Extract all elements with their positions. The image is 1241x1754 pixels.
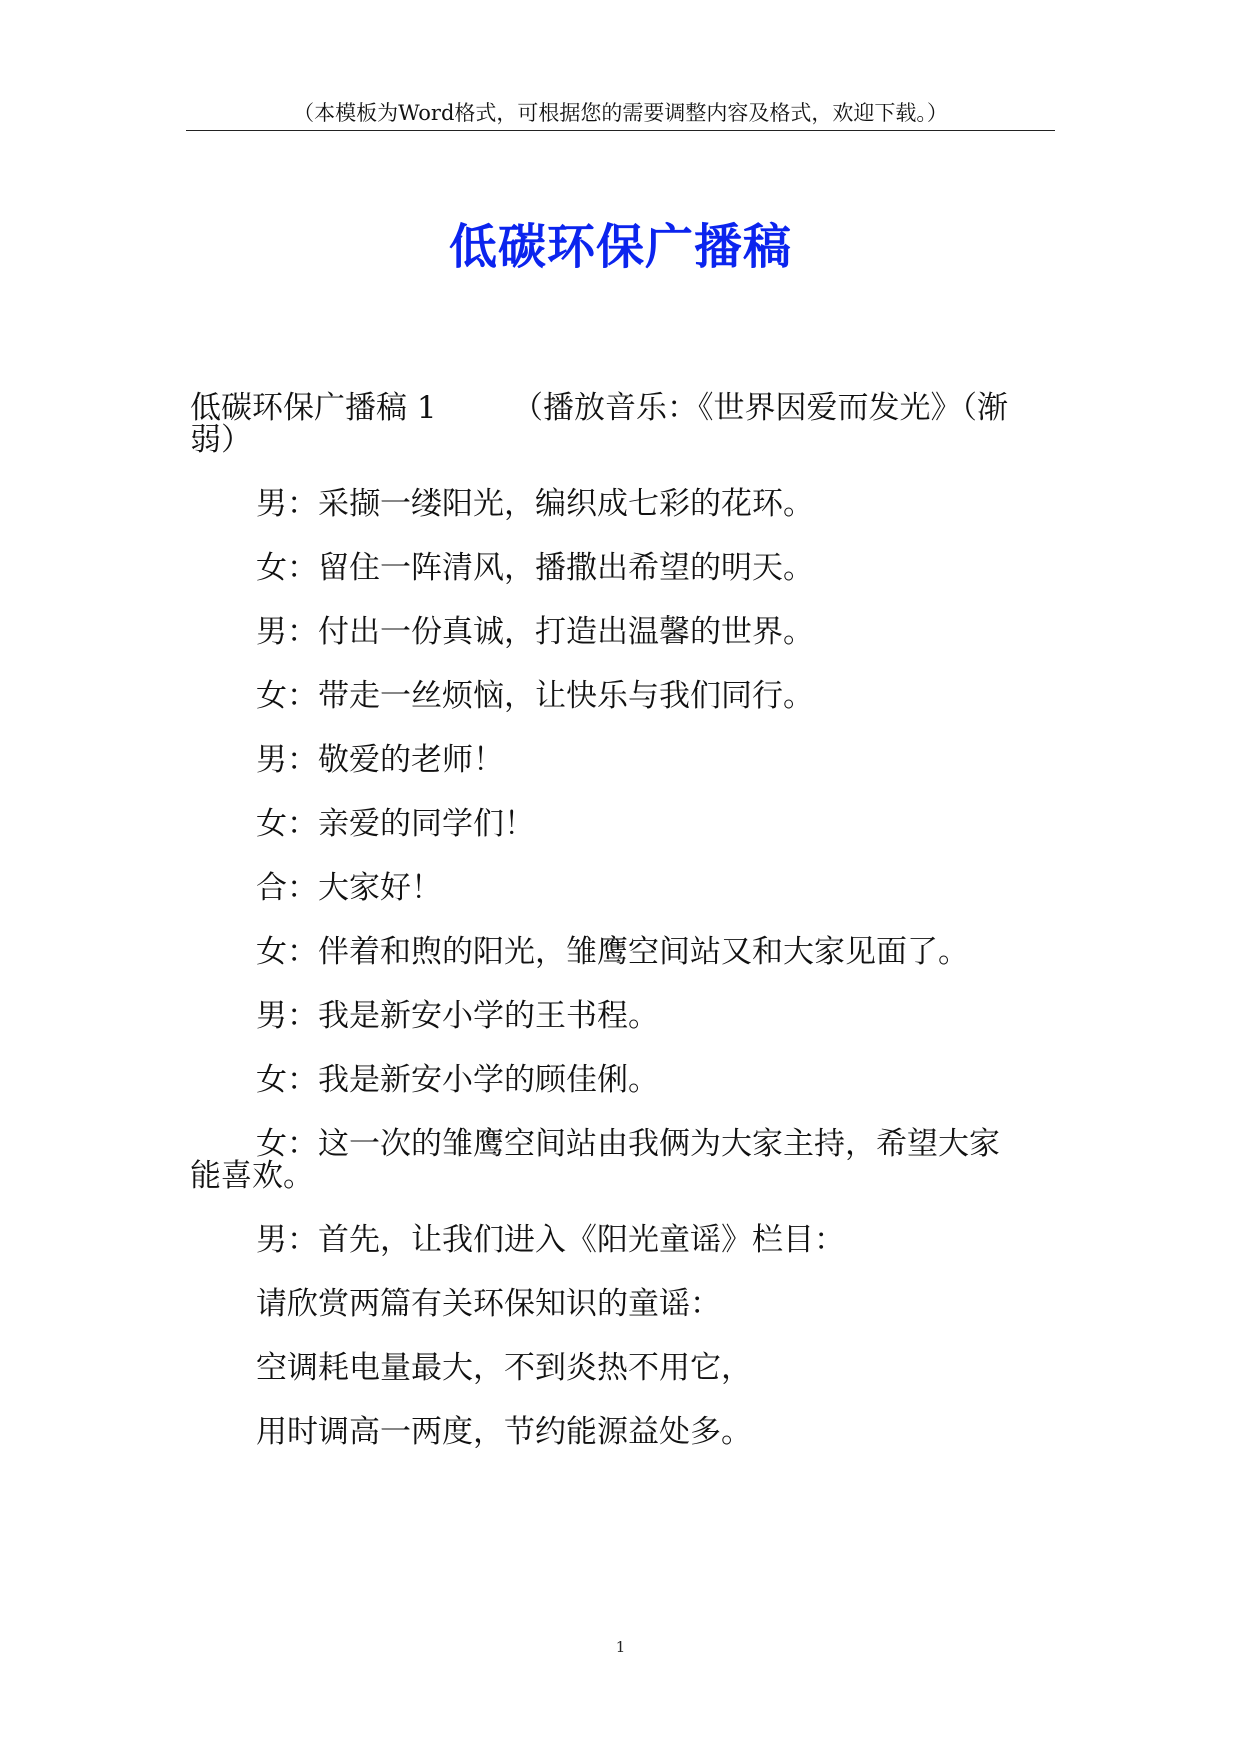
dialogue-line: 女：这一次的雏鹰空间站由我俩为大家主持，希望大家: [256, 1126, 1000, 1162]
dialogue-line: 男：采撷一缕阳光，编织成七彩的花环。: [256, 486, 814, 522]
document-body: [190, 392, 1058, 1480]
dialogue-line: 男：付出一份真诚，打造出温馨的世界。: [256, 614, 814, 650]
dialogue-line: 女：带走一丝烦恼，让快乐与我们同行。: [256, 678, 814, 714]
dialogue-line: 男：敬爱的老师！: [256, 742, 504, 778]
rhyme-line: 用时调高一两度，节约能源益处多。: [256, 1414, 752, 1450]
wrapped-dialogue-paragraph: [190, 1128, 1058, 1192]
dialogue-line: 女：我是新安小学的顾佳俐。: [256, 1062, 659, 1098]
header-note: （本模板为Word格式，可根据您的需要调整内容及格式，欢迎下载。）: [293, 101, 948, 125]
dialogue-line-continued: 能喜欢。: [190, 1158, 314, 1194]
dialogue-line: 女：亲爱的同学们！: [256, 806, 535, 842]
rhyme-line: 空调耗电量最大，不到炎热不用它，: [256, 1350, 752, 1386]
header-divider: [186, 130, 1055, 131]
text-line: 请欣赏两篇有关环保知识的童谣：: [256, 1286, 721, 1322]
document-title: 低碳环保广播稿: [448, 219, 792, 275]
dialogue-line: 合：大家好！: [256, 870, 442, 906]
dialogue-line: 女：留住一阵清风，播撒出希望的明天。: [256, 550, 814, 586]
intro-paragraph: [190, 392, 1058, 456]
dialogue-line: 男：首先，让我们进入《阳光童谣》栏目：: [256, 1222, 845, 1258]
dialogue-line: 男：我是新安小学的王书程。: [256, 998, 659, 1034]
section-heading: 低碳环保广播稿 1: [190, 390, 437, 426]
page-number: 1: [615, 1638, 626, 1656]
intro-line: （播放音乐：《世界因爱而发光》（渐: [512, 390, 1008, 426]
intro-line-continued: 弱）: [190, 422, 252, 458]
dialogue-line: 女：伴着和煦的阳光，雏鹰空间站又和大家见面了。: [256, 934, 969, 970]
